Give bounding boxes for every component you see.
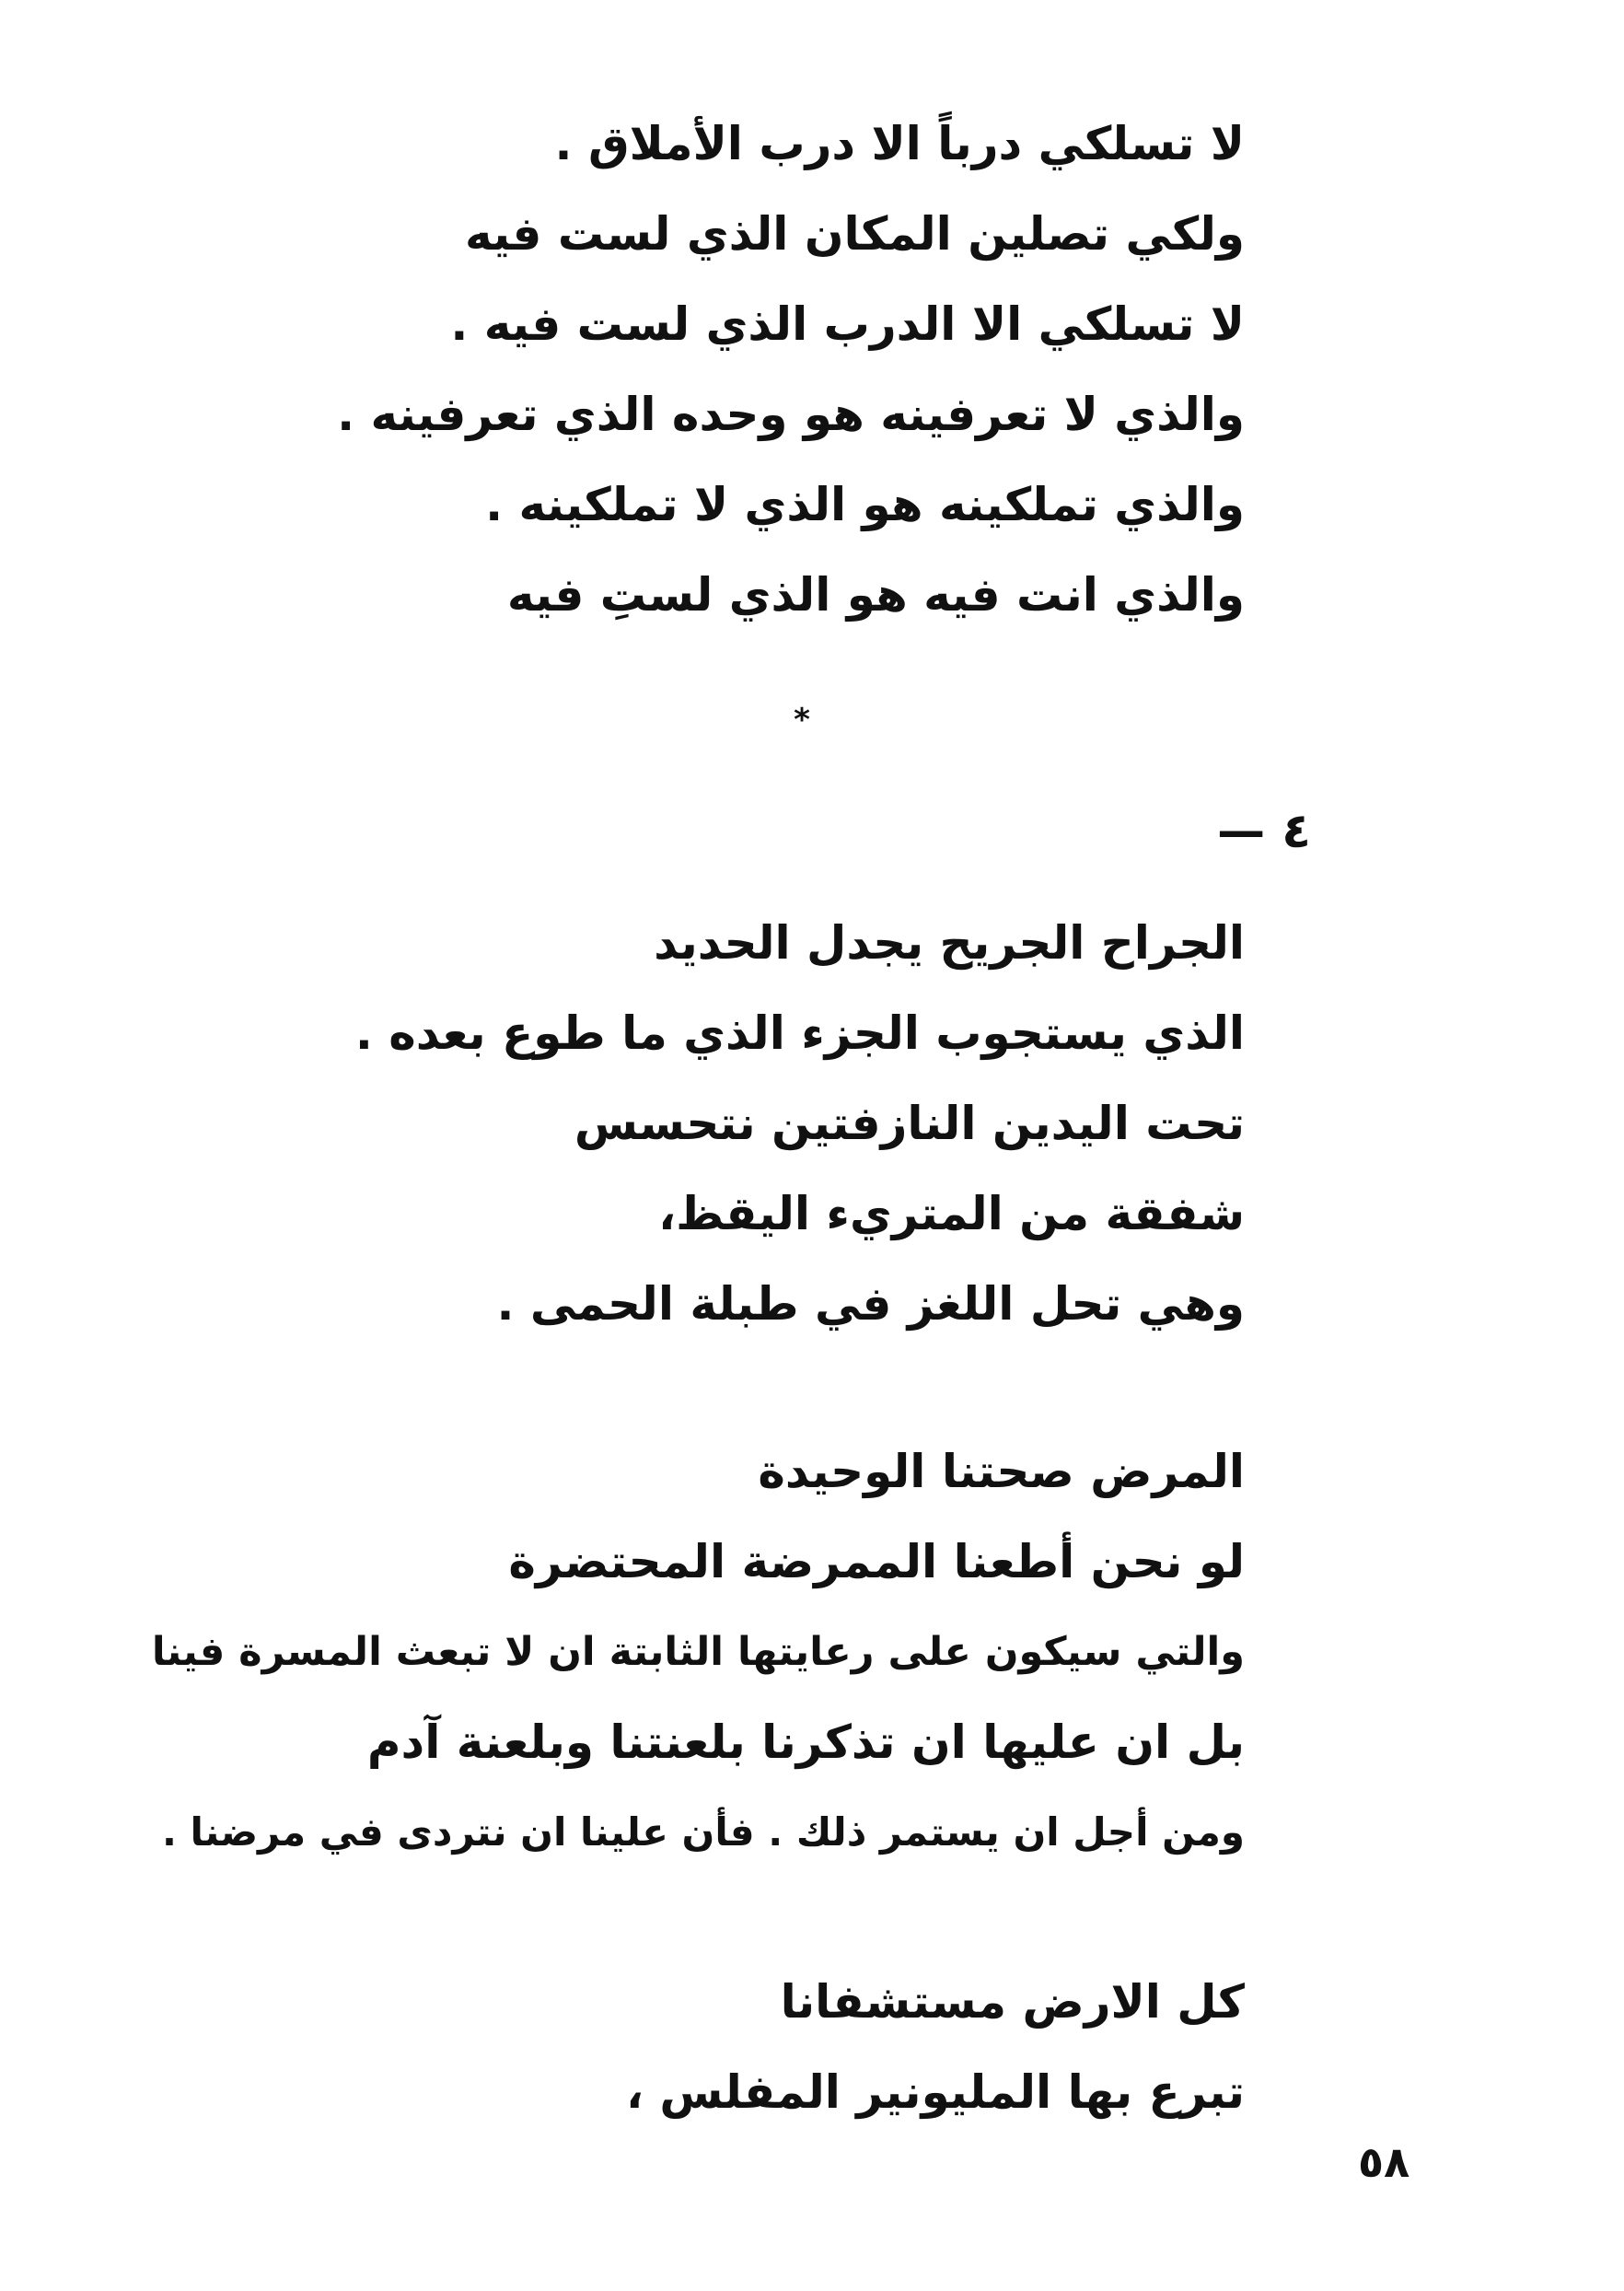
poem-line: لا تسلكي الا الدرب الذي لست فيه . [450,297,1245,351]
poem-line: كل الارض مستشفانا [780,1975,1245,2029]
poem-line: المرض صحتنا الوحيدة [758,1445,1245,1498]
page-number: ٥٨ [1358,2137,1410,2187]
poem-line: وهي تحل اللغز في طبلة الحمى . [496,1277,1245,1331]
poem-line: الجراح الجريح يجدل الحديد [654,916,1245,970]
poem-line: والذي انت فيه هو الذي لستِ فيه [506,568,1245,622]
section-separator-star: * [794,702,810,738]
poem-line: والذي لا تعرفينه هو وحده الذي تعرفينه . [337,388,1245,441]
poem-line: شفقة من المتريء اليقظ، [658,1187,1245,1240]
poem-line: لا تسلكي درباً الا درب الأملاق . [554,117,1245,170]
poem-line: بل ان عليها ان تذكرنا بلعنتنا وبلعنة آدم [366,1715,1245,1769]
poem-line: الذي يستجوب الجزء الذي ما طوع بعده . [354,1006,1245,1060]
poem-line: ومن أجل ان يستمر ذلك . فأن علينا ان نتردى في مرضنا . [161,1809,1245,1855]
poem-line: ولكي تصلين المكان الذي لست فيه [464,207,1245,261]
poem-line: لو نحن أطعنا الممرضة المحتضرة [508,1535,1245,1588]
poem-line: تبرع بها المليونير المفلس ، [625,2065,1245,2119]
section-number: ٤ — [1217,804,1311,859]
poem-line: تحت اليدين النازفتين نتحسس [574,1097,1245,1150]
poem-line: والتي سيكون على رعايتها الثابتة ان لا تبعث المسرة فينا [151,1629,1245,1675]
poem-line: والذي تملكينه هو الذي لا تملكينه . [485,478,1245,531]
